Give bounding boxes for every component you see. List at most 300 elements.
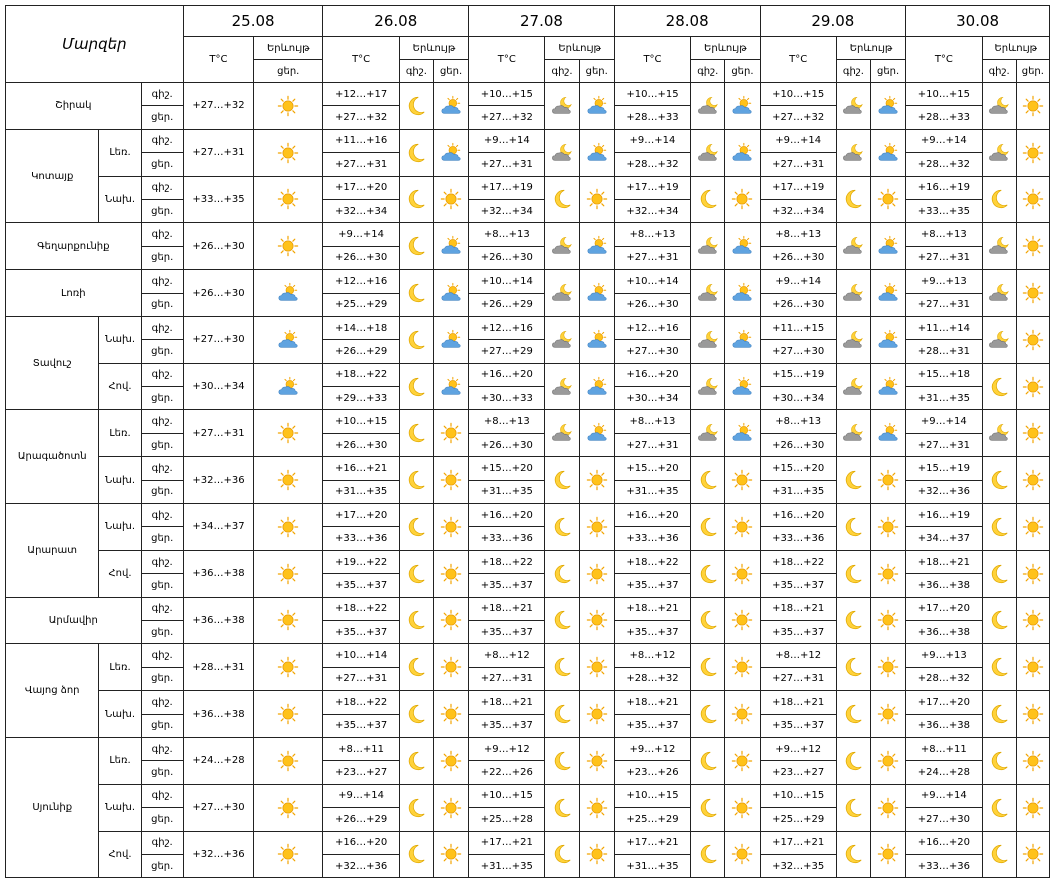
cloud-moon-icon xyxy=(550,282,574,304)
moon-icon xyxy=(404,188,428,210)
temperature-range: +11…+14 xyxy=(906,316,982,339)
cloud-moon-icon xyxy=(987,95,1011,117)
sun-icon xyxy=(276,656,300,678)
regions-header: Մարզեր xyxy=(6,6,184,83)
weather-icon-cell xyxy=(725,784,760,831)
subregion-label: Հով. xyxy=(99,550,141,597)
time-of-day-label: ցեր. xyxy=(141,433,183,456)
date-header: 28.08 xyxy=(614,6,760,37)
temperature-range: +12…+16 xyxy=(469,316,545,339)
table-row xyxy=(6,644,1050,667)
sun-icon xyxy=(876,843,900,865)
moon-icon xyxy=(550,797,574,819)
temperature-range: +17…+21 xyxy=(469,831,545,854)
weather-icon-cell xyxy=(399,644,433,691)
weather-icon-cell xyxy=(871,691,906,738)
temperature-range: +9…+14 xyxy=(323,784,399,807)
moon-icon xyxy=(987,797,1011,819)
weather-icon-cell xyxy=(579,83,614,130)
weather-icon-cell xyxy=(433,831,468,878)
sun-cloud-icon xyxy=(585,142,609,164)
weather-icon-cell xyxy=(725,737,760,784)
weather-icon-cell xyxy=(836,550,870,597)
temperature-range: +8…+13 xyxy=(760,410,836,433)
temperature-range: +8…+13 xyxy=(906,223,982,246)
weather-icon-cell xyxy=(579,316,614,363)
temperature-range: +33…+36 xyxy=(614,527,690,550)
temperature-range: +27…+30 xyxy=(906,808,982,831)
table-row xyxy=(6,504,1050,527)
time-of-day-label: գիշ. xyxy=(141,83,183,106)
subregion-label: Հով. xyxy=(99,363,141,410)
weather-icon-cell xyxy=(399,223,433,270)
date-header: 29.08 xyxy=(760,6,906,37)
weather-icon-cell xyxy=(433,410,468,457)
temperature-range: +18…+21 xyxy=(760,691,836,714)
weather-icon-cell xyxy=(254,363,323,410)
weather-icon-cell xyxy=(982,410,1016,457)
cloud-moon-icon xyxy=(987,329,1011,351)
weather-icon-cell xyxy=(1016,644,1049,691)
table-row xyxy=(6,316,1050,339)
temperature-range: +9…+14 xyxy=(906,129,982,152)
time-of-day-label: ցեր. xyxy=(141,480,183,503)
weather-icon-cell xyxy=(579,270,614,317)
weather-icon-cell xyxy=(871,737,906,784)
subregion-label: Լեռ. xyxy=(99,737,141,784)
moon-icon xyxy=(550,188,574,210)
temperature-range: +18…+22 xyxy=(614,550,690,573)
weather-icon-cell xyxy=(433,270,468,317)
temperature-range: +18…+22 xyxy=(323,363,399,386)
time-of-day-label: ցեր. xyxy=(141,199,183,222)
weather-icon-cell xyxy=(399,129,433,176)
table-row xyxy=(6,550,1050,573)
weather-icon-cell xyxy=(836,129,870,176)
weather-icon-cell xyxy=(254,270,323,317)
temperature-range: +34…+37 xyxy=(906,527,982,550)
temperature-range: +23…+27 xyxy=(323,761,399,784)
temperature-range: +35…+37 xyxy=(760,620,836,643)
moon-icon xyxy=(696,750,720,772)
sun-cloud-icon xyxy=(876,422,900,444)
weather-icon-cell xyxy=(691,129,725,176)
region-name: Տավուշ xyxy=(6,316,99,410)
sun-icon xyxy=(276,516,300,538)
temperature-range: +26…+29 xyxy=(323,340,399,363)
temperature-range: +16…+19 xyxy=(906,176,982,199)
weather-icon-cell xyxy=(579,550,614,597)
moon-icon xyxy=(696,703,720,725)
table-row xyxy=(6,83,1050,106)
weather-icon-cell xyxy=(982,504,1016,551)
temperature-range: +27…+32 xyxy=(469,106,545,129)
temperature-range: +26…+30 xyxy=(760,433,836,456)
sun-icon xyxy=(276,750,300,772)
temperature-range: +25…+28 xyxy=(469,808,545,831)
weather-icon-cell xyxy=(982,83,1016,130)
table-row xyxy=(6,129,1050,152)
cloud-moon-icon xyxy=(987,142,1011,164)
temperature-range: +35…+37 xyxy=(760,714,836,737)
weather-icon-cell xyxy=(1016,550,1049,597)
cloud-moon-icon xyxy=(696,95,720,117)
temperature-range: +31…+35 xyxy=(469,480,545,503)
weather-icon-cell xyxy=(399,737,433,784)
moon-icon xyxy=(550,703,574,725)
phenomenon-header: Երևույթ xyxy=(399,37,468,60)
temperature-range: +8…+13 xyxy=(469,223,545,246)
weather-icon-cell xyxy=(1016,270,1049,317)
weather-icon-cell xyxy=(982,270,1016,317)
sun-icon xyxy=(585,516,609,538)
temperature-range: +10…+15 xyxy=(323,410,399,433)
weather-icon-cell xyxy=(1016,129,1049,176)
sun-cloud-icon xyxy=(730,282,754,304)
cloud-moon-icon xyxy=(841,235,865,257)
temperature-range: +16…+20 xyxy=(469,504,545,527)
weather-icon-cell xyxy=(579,737,614,784)
sun-icon xyxy=(730,703,754,725)
sun-cloud-icon xyxy=(585,376,609,398)
temperature-range: +24…+28 xyxy=(183,737,253,784)
subregion-label: Լեռ. xyxy=(99,129,141,176)
sun-icon xyxy=(876,188,900,210)
table-row xyxy=(6,831,1050,854)
temperature-range: +33…+35 xyxy=(906,199,982,222)
temperature-range: +18…+22 xyxy=(323,691,399,714)
time-of-day-label: գիշ. xyxy=(141,550,183,573)
weather-icon-cell xyxy=(871,504,906,551)
temperature-header: T°C xyxy=(906,37,982,83)
temperature-range: +27…+30 xyxy=(760,340,836,363)
moon-icon xyxy=(987,376,1011,398)
temperature-range: +36…+38 xyxy=(906,574,982,597)
sun-icon xyxy=(439,843,463,865)
moon-icon xyxy=(841,750,865,772)
subregion-label: Հով. xyxy=(99,831,141,878)
weather-icon-cell xyxy=(691,737,725,784)
temperature-range: +9…+14 xyxy=(469,129,545,152)
weather-icon-cell xyxy=(579,363,614,410)
weather-icon-cell xyxy=(691,83,725,130)
weather-icon-cell xyxy=(545,691,579,738)
day-header: ցեր. xyxy=(725,60,760,83)
sun-icon xyxy=(439,516,463,538)
cloud-moon-icon xyxy=(550,422,574,444)
weather-icon-cell xyxy=(579,691,614,738)
sun-icon xyxy=(730,469,754,491)
table-row xyxy=(6,363,1050,386)
cloud-moon-icon xyxy=(550,329,574,351)
temperature-range: +33…+36 xyxy=(469,527,545,550)
temperature-range: +27…+31 xyxy=(614,246,690,269)
weather-icon-cell xyxy=(433,737,468,784)
time-of-day-label: ցեր. xyxy=(141,340,183,363)
temperature-range: +8…+13 xyxy=(469,410,545,433)
temperature-range: +28…+31 xyxy=(906,340,982,363)
weather-icon-cell xyxy=(871,129,906,176)
weather-icon-cell xyxy=(254,737,323,784)
temperature-range: +26…+30 xyxy=(614,293,690,316)
moon-icon xyxy=(550,656,574,678)
weather-icon-cell xyxy=(254,550,323,597)
temperature-range: +10…+14 xyxy=(469,270,545,293)
temperature-range: +28…+32 xyxy=(906,667,982,690)
temperature-range: +28…+31 xyxy=(183,644,253,691)
temperature-range: +35…+37 xyxy=(614,714,690,737)
moon-icon xyxy=(696,797,720,819)
table-body xyxy=(6,83,1050,878)
moon-icon xyxy=(404,329,428,351)
moon-icon xyxy=(550,469,574,491)
weather-icon-cell xyxy=(725,129,760,176)
weather-icon-cell xyxy=(871,644,906,691)
sun-icon xyxy=(876,469,900,491)
weather-icon-cell xyxy=(691,504,725,551)
temperature-range: +15…+20 xyxy=(760,457,836,480)
time-of-day-label: գիշ. xyxy=(141,644,183,667)
weather-icon-cell xyxy=(1016,363,1049,410)
moon-icon xyxy=(987,703,1011,725)
weather-icon-cell xyxy=(1016,784,1049,831)
weather-icon-cell xyxy=(545,316,579,363)
weather-icon-cell xyxy=(399,550,433,597)
weather-icon-cell xyxy=(1016,83,1049,130)
sun-icon xyxy=(439,656,463,678)
sun-cloud-icon xyxy=(876,282,900,304)
moon-icon xyxy=(987,656,1011,678)
weather-icon-cell xyxy=(399,597,433,644)
temperature-range: +17…+20 xyxy=(323,176,399,199)
weather-icon-cell xyxy=(545,129,579,176)
temperature-range: +9…+14 xyxy=(323,223,399,246)
weather-icon-cell xyxy=(579,597,614,644)
weather-icon-cell xyxy=(982,550,1016,597)
weather-icon-cell xyxy=(433,83,468,130)
temperature-range: +27…+31 xyxy=(760,667,836,690)
temperature-range: +10…+15 xyxy=(760,83,836,106)
day-header: ցեր. xyxy=(433,60,468,83)
temperature-range: +10…+14 xyxy=(614,270,690,293)
temperature-range: +16…+20 xyxy=(323,831,399,854)
time-of-day-label: ցեր. xyxy=(141,106,183,129)
temperature-range: +17…+20 xyxy=(906,691,982,714)
date-header: 25.08 xyxy=(183,6,323,37)
temperature-range: +10…+15 xyxy=(614,83,690,106)
temperature-range: +17…+21 xyxy=(760,831,836,854)
subregion-label: Նախ. xyxy=(99,691,141,738)
phenomenon-header: Երևույթ xyxy=(836,37,905,60)
moon-icon xyxy=(987,563,1011,585)
temperature-range: +10…+15 xyxy=(760,784,836,807)
time-of-day-label: ցեր. xyxy=(141,246,183,269)
weather-icon-cell xyxy=(836,316,870,363)
temperature-range: +16…+20 xyxy=(614,504,690,527)
weather-icon-cell xyxy=(982,644,1016,691)
weather-icon-cell xyxy=(579,223,614,270)
temperature-range: +28…+32 xyxy=(614,153,690,176)
weather-icon-cell xyxy=(836,270,870,317)
weather-icon-cell xyxy=(545,831,579,878)
temperature-range: +25…+29 xyxy=(760,808,836,831)
temperature-range: +27…+30 xyxy=(183,316,253,363)
temperature-header: T°C xyxy=(183,37,253,83)
temperature-range: +28…+33 xyxy=(906,106,982,129)
cloud-moon-icon xyxy=(841,95,865,117)
temperature-range: +10…+15 xyxy=(469,784,545,807)
sun-cloud-icon xyxy=(276,282,300,304)
temperature-range: +32…+36 xyxy=(906,480,982,503)
sun-icon xyxy=(1021,142,1045,164)
cloud-moon-icon xyxy=(841,376,865,398)
temperature-range: +32…+34 xyxy=(614,199,690,222)
weather-icon-cell xyxy=(545,457,579,504)
weather-icon-cell xyxy=(399,316,433,363)
weather-icon-cell xyxy=(254,691,323,738)
moon-icon xyxy=(404,142,428,164)
time-of-day-label: ցեր. xyxy=(141,153,183,176)
weather-icon-cell xyxy=(725,363,760,410)
temperature-range: +27…+31 xyxy=(906,246,982,269)
temperature-range: +9…+13 xyxy=(906,270,982,293)
sun-cloud-icon xyxy=(439,282,463,304)
weather-icon-cell xyxy=(982,223,1016,270)
temperature-range: +27…+31 xyxy=(323,667,399,690)
subregion-label: Նախ. xyxy=(99,316,141,363)
weather-icon-cell xyxy=(579,129,614,176)
moon-icon xyxy=(404,95,428,117)
moon-icon xyxy=(696,656,720,678)
weather-icon-cell xyxy=(1016,176,1049,223)
temperature-range: +27…+31 xyxy=(469,667,545,690)
moon-icon xyxy=(987,609,1011,631)
temperature-range: +26…+30 xyxy=(183,270,253,317)
weather-icon-cell xyxy=(545,270,579,317)
sun-cloud-icon xyxy=(439,95,463,117)
weather-icon-cell xyxy=(579,504,614,551)
time-of-day-label: ցեր. xyxy=(141,667,183,690)
region-name: Վայոց ձոր xyxy=(6,644,99,738)
time-of-day-label: գիշ. xyxy=(141,457,183,480)
weather-icon-cell xyxy=(836,504,870,551)
sun-icon xyxy=(276,797,300,819)
weather-icon-cell xyxy=(725,223,760,270)
temperature-range: +29…+33 xyxy=(323,387,399,410)
time-of-day-label: գիշ. xyxy=(141,270,183,293)
temperature-range: +27…+31 xyxy=(906,433,982,456)
moon-icon xyxy=(841,797,865,819)
temperature-range: +9…+14 xyxy=(906,784,982,807)
temperature-range: +27…+30 xyxy=(614,340,690,363)
sun-icon xyxy=(876,516,900,538)
temperature-range: +30…+34 xyxy=(614,387,690,410)
temperature-range: +8…+13 xyxy=(614,223,690,246)
weather-icon-cell xyxy=(725,176,760,223)
weather-icon-cell xyxy=(836,176,870,223)
moon-icon xyxy=(696,609,720,631)
sun-cloud-icon xyxy=(585,95,609,117)
weather-icon-cell xyxy=(545,223,579,270)
weather-icon-cell xyxy=(433,457,468,504)
weather-icon-cell xyxy=(399,410,433,457)
temperature-range: +35…+37 xyxy=(760,574,836,597)
time-of-day-label: ցեր. xyxy=(141,808,183,831)
sun-cloud-icon xyxy=(585,329,609,351)
sun-cloud-icon xyxy=(439,329,463,351)
weather-icon-cell xyxy=(871,831,906,878)
weather-icon-cell xyxy=(579,457,614,504)
weather-icon-cell xyxy=(579,784,614,831)
temperature-range: +36…+38 xyxy=(906,714,982,737)
sun-icon xyxy=(730,843,754,865)
weather-icon-cell xyxy=(725,410,760,457)
moon-icon xyxy=(841,656,865,678)
sun-icon xyxy=(585,656,609,678)
temperature-range: +15…+18 xyxy=(906,363,982,386)
weather-icon-cell xyxy=(254,504,323,551)
cloud-moon-icon xyxy=(841,422,865,444)
temperature-range: +28…+32 xyxy=(906,153,982,176)
weather-icon-cell xyxy=(1016,597,1049,644)
day-header: ցեր. xyxy=(1016,60,1049,83)
temperature-range: +26…+29 xyxy=(323,808,399,831)
moon-icon xyxy=(987,750,1011,772)
temperature-range: +27…+32 xyxy=(323,106,399,129)
weather-icon-cell xyxy=(691,410,725,457)
phenomenon-header: Երևույթ xyxy=(982,37,1049,60)
subregion-label: Լեռ. xyxy=(99,644,141,691)
temperature-range: +31…+35 xyxy=(469,854,545,877)
sun-icon xyxy=(1021,563,1045,585)
temperature-range: +9…+13 xyxy=(906,644,982,667)
sun-cloud-icon xyxy=(439,376,463,398)
time-of-day-label: գիշ. xyxy=(141,363,183,386)
sun-icon xyxy=(585,797,609,819)
sun-icon xyxy=(1021,235,1045,257)
sun-icon xyxy=(730,656,754,678)
sun-cloud-icon xyxy=(730,142,754,164)
temperature-range: +9…+14 xyxy=(614,129,690,152)
sun-icon xyxy=(276,703,300,725)
cloud-moon-icon xyxy=(696,142,720,164)
cloud-moon-icon xyxy=(550,142,574,164)
weather-icon-cell xyxy=(725,831,760,878)
weather-icon-cell xyxy=(836,223,870,270)
night-header: գիշ. xyxy=(399,60,433,83)
weather-icon-cell xyxy=(254,644,323,691)
temperature-range: +27…+31 xyxy=(906,293,982,316)
sun-icon xyxy=(1021,843,1045,865)
temperature-range: +16…+20 xyxy=(614,363,690,386)
sun-icon xyxy=(276,469,300,491)
time-of-day-label: ցեր. xyxy=(141,854,183,877)
subregion-label: Նախ. xyxy=(99,504,141,551)
temperature-range: +27…+31 xyxy=(323,153,399,176)
sun-cloud-icon xyxy=(276,329,300,351)
moon-icon xyxy=(987,188,1011,210)
temperature-range: +35…+37 xyxy=(323,574,399,597)
sun-icon xyxy=(276,843,300,865)
time-of-day-label: գիշ. xyxy=(141,410,183,433)
weather-icon-cell xyxy=(871,784,906,831)
temperature-range: +8…+12 xyxy=(469,644,545,667)
temperature-range: +31…+35 xyxy=(906,387,982,410)
weather-icon-cell xyxy=(691,691,725,738)
weather-icon-cell xyxy=(725,550,760,597)
weather-icon-cell xyxy=(545,597,579,644)
weather-icon-cell xyxy=(1016,223,1049,270)
